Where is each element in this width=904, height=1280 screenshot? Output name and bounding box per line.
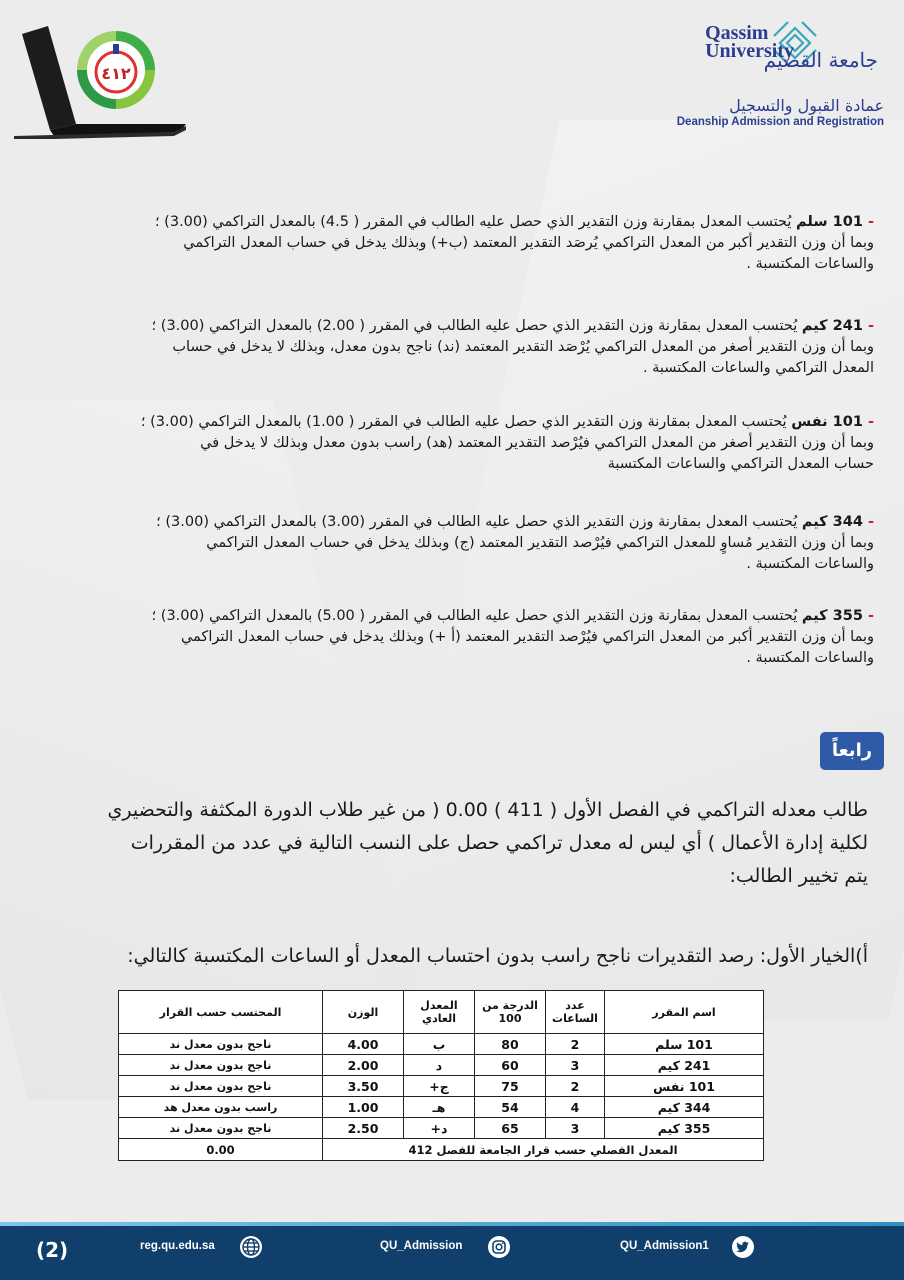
deanship-arabic: عمادة القبول والتسجيل	[729, 96, 884, 115]
website-link[interactable]: reg.qu.edu.sa	[140, 1240, 215, 1252]
para-line: وبما أن وزن التقدير أكبر من المعدل التراكمي فيُرْصد التقدير المعتمد (أ +) وبذلك يدخل في حساب المعدل التراكمي	[180, 629, 874, 645]
logo-badge-number: ٤١٢	[101, 64, 131, 83]
summary-label: المعدل الفصلي حسب قرار الجامعة للفصل 412	[323, 1139, 764, 1161]
instagram-icon	[486, 1234, 512, 1260]
table-row	[119, 1097, 764, 1118]
cell-score: 60	[475, 1055, 546, 1076]
col-header: الدرجة من 100	[475, 991, 546, 1034]
cell-result: ناجح بدون معدل ند	[119, 1118, 323, 1139]
para-line: وبما أن وزن التقدير أصغر من المعدل التراكمي فيُرْصد التقدير المعتمد (هد) راسب بدون معدل وبذلك لا يدخل في	[200, 435, 874, 451]
course-code: 355 كيم	[801, 608, 863, 624]
cell-course: 101 سلم	[605, 1034, 764, 1055]
course-code: 101 سلم	[796, 214, 863, 230]
course-code: 344 كيم	[801, 514, 863, 530]
cell-weight: 2.50	[323, 1118, 404, 1139]
cell-course: 355 كيم	[605, 1118, 764, 1139]
cell-hours: 2	[546, 1076, 605, 1097]
deanship-english: Deanship Admission and Registration	[676, 116, 884, 128]
cell-weight: 3.50	[323, 1076, 404, 1097]
page-number: (2)	[36, 1238, 69, 1262]
twitter-icon	[730, 1234, 756, 1260]
cell-hours: 4	[546, 1097, 605, 1118]
section-badge: رابعاً	[820, 732, 884, 770]
table-row	[119, 1055, 764, 1076]
section-line: لكلية إدارة الأعمال ) أي ليس له معدل تراكمي حصل على النسب التالية في عدد من المقررات	[130, 832, 868, 854]
section-four-text	[60, 794, 868, 893]
cell-hours: 2	[546, 1034, 605, 1055]
cell-score: 65	[475, 1118, 546, 1139]
cell-grade: ب	[404, 1034, 475, 1055]
cell-result: راسب بدون معدل هد	[119, 1097, 323, 1118]
cell-grade: د+	[404, 1118, 475, 1139]
para-line: والساعات المكتسبة .	[746, 256, 874, 272]
course-paragraph: - 101 سلم يُحتسب المعدل بمقارنة وزن التقدير الذي حصل عليه الطالب في المقرر ( 4.5) بالمعدل التراكمي (3.00) ؛ وبما أن وزن التقدير أكبر من المعدل التراكمي يُرصَد التقدير المعتمد (ب+) وبذلك يدخل في حساب المعدل التراكمي والساعات المكتسبة .	[40, 212, 874, 275]
cell-hours: 3	[546, 1118, 605, 1139]
para-line: يُحتسب المعدل بمقارنة وزن التقدير الذي حصل عليه الطالب في المقرر ( 4.5) بالمعدل التراكمي (3.00) ؛	[154, 214, 792, 230]
para-line: والساعات المكتسبة .	[746, 650, 874, 666]
cell-grade: هـ	[404, 1097, 475, 1118]
cell-result: ناجح بدون معدل ند	[119, 1055, 323, 1076]
para-line: يُحتسب المعدل بمقارنة وزن التقدير الذي حصل عليه الطالب في المقرر ( 5.00) بالمعدل التراكمي (3.00) ؛	[151, 608, 798, 624]
col-header: عدد الساعات	[546, 991, 605, 1034]
qu-en-line2: University	[705, 40, 794, 62]
cell-result: ناجح بدون معدل ند	[119, 1034, 323, 1055]
course-code: 101 نفس	[791, 414, 863, 430]
cell-score: 75	[475, 1076, 546, 1097]
option-one-heading: أ)الخيار الأول: رصد التقديرات ناجح راسب بدون احتساب المعدل أو الساعات المكتسبة كالتالي:	[127, 945, 868, 967]
para-line: يُحتسب المعدل بمقارنة وزن التقدير الذي حصل عليه الطالب في المقرر (3.00) بالمعدل التراكمي (3.00) ؛	[156, 514, 798, 530]
qu-arabic-name: جامعة القصيم	[763, 48, 878, 72]
para-line: حساب المعدل التراكمي والساعات المكتسبة	[607, 456, 874, 472]
cell-score: 80	[475, 1034, 546, 1055]
course-paragraph: - 101 نفس يُحتسب المعدل بمقارنة وزن التقدير الذي حصل عليه الطالب في المقرر ( 1.00) بالمعدل التراكمي (3.00) ؛ وبما أن وزن التقدير أصغر من المعدل التراكمي فيُرْصد التقدير المعتمد (هد) راسب بدون معدل وبذلك لا يدخل في حساب المعدل التراكمي والساعات المكتسبة	[40, 412, 874, 475]
cell-hours: 3	[546, 1055, 605, 1076]
col-header: الوزن	[323, 991, 404, 1034]
para-line: والساعات المكتسبة .	[746, 556, 874, 572]
cell-course: 241 كيم	[605, 1055, 764, 1076]
table-header-row	[119, 991, 764, 1034]
qu-en-line1: Qassim	[705, 22, 769, 44]
col-header: المحتسب حسب القرار	[119, 991, 323, 1034]
para-line: يُحتسب المعدل بمقارنة وزن التقدير الذي حصل عليه الطالب في المقرر ( 1.00) بالمعدل التراكمي (3.00) ؛	[140, 414, 787, 430]
twitter-link[interactable]: QU_Admission1	[620, 1240, 709, 1252]
course-paragraph: - 355 كيم يُحتسب المعدل بمقارنة وزن التقدير الذي حصل عليه الطالب في المقرر ( 5.00) بالمعدل التراكمي (3.00) ؛ وبما أن وزن التقدير أكبر من المعدل التراكمي فيُرْصد التقدير المعتمد (أ +) وبذلك يدخل في حساب المعدل التراكمي والساعات المكتسبة .	[40, 606, 874, 669]
cell-course: 344 كيم	[605, 1097, 764, 1118]
col-header: المعدل العادي	[404, 991, 475, 1034]
cell-score: 54	[475, 1097, 546, 1118]
cell-weight: 1.00	[323, 1097, 404, 1118]
cell-weight: 4.00	[323, 1034, 404, 1055]
footer-bar	[0, 1226, 904, 1280]
cell-grade: د	[404, 1055, 475, 1076]
para-line: المعدل التراكمي والساعات المكتسبة .	[642, 360, 874, 376]
grades-table	[118, 990, 764, 1161]
para-line: وبما أن وزن التقدير أصغر من المعدل التراكمي يُرْصَد التقدير المعتمد (ند) ناجح بدون معدل، وبذلك لا يدخل في حساب	[172, 339, 874, 355]
summary-value: 0.00	[119, 1139, 323, 1161]
course-paragraph: - 344 كيم يُحتسب المعدل بمقارنة وزن التقدير الذي حصل عليه الطالب في المقرر (3.00) بالمعدل التراكمي (3.00) ؛ وبما أن وزن التقدير مُساوٍ للمعدل التراكمي فيُرْصد التقدير المعتمد (ج) وبذلك يدخل في حساب المعدل التراكمي والساعات المكتسبة .	[40, 512, 874, 575]
cell-result: ناجح بدون معدل ند	[119, 1076, 323, 1097]
course-paragraph: - 241 كيم يُحتسب المعدل بمقارنة وزن التقدير الذي حصل عليه الطالب في المقرر ( 2.00) بالمعدل التراكمي (3.00) ؛ وبما أن وزن التقدير أصغر من المعدل التراكمي يُرْصَد التقدير المعتمد (ند) ناجح بدون معدل، وبذلك لا يدخل في حساب المعدل التراكمي والساعات المكتسبة .	[40, 316, 874, 379]
cell-weight: 2.00	[323, 1055, 404, 1076]
course-code: 241 كيم	[801, 318, 863, 334]
table-row	[119, 1034, 764, 1055]
laptop-412-logo	[14, 24, 194, 139]
col-header: اسم المقرر	[605, 991, 764, 1034]
instagram-link[interactable]: QU_Admission	[380, 1240, 463, 1252]
table-row	[119, 1118, 764, 1139]
cell-grade: ج+	[404, 1076, 475, 1097]
para-line: وبما أن وزن التقدير أكبر من المعدل التراكمي يُرصَد التقدير المعتمد (ب+) وبذلك يدخل في حساب المعدل التراكمي	[183, 235, 874, 251]
section-line: طالب معدله التراكمي في الفصل الأول ( 411 ) 0.00 ( من غير طلاب الدورة المكثفة والتحضيري	[107, 799, 868, 821]
cell-course: 101 نفس	[605, 1076, 764, 1097]
table-summary-row	[119, 1139, 764, 1161]
para-line: وبما أن وزن التقدير مُساوٍ للمعدل التراكمي فيُرْصد التقدير المعتمد (ج) وبذلك يدخل في حساب المعدل التراكمي	[206, 535, 874, 551]
section-line: يتم تخيير الطالب:	[729, 865, 868, 887]
table-row	[119, 1076, 764, 1097]
para-line: يُحتسب المعدل بمقارنة وزن التقدير الذي حصل عليه الطالب في المقرر ( 2.00) بالمعدل التراكمي (3.00) ؛	[151, 318, 798, 334]
globe-icon	[238, 1234, 264, 1260]
